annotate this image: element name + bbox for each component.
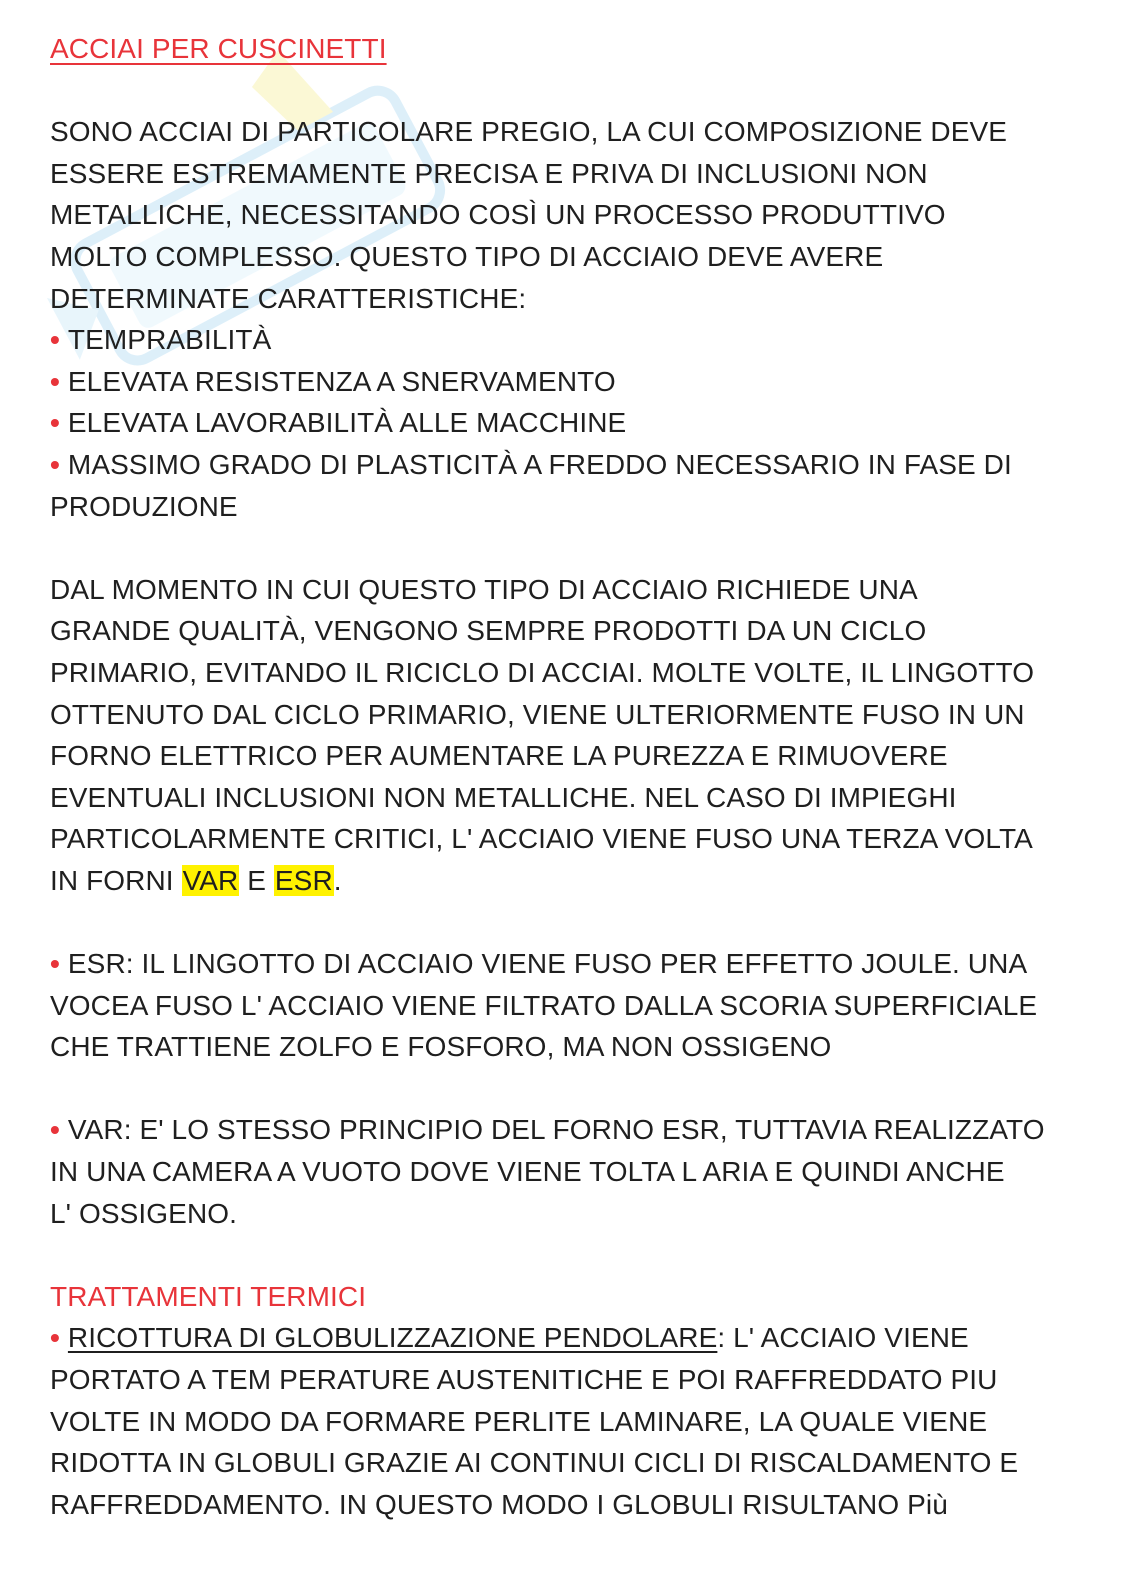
text-line: IN UNA CAMERA A VUOTO DOVE VIENE TOLTA L ARIA E QUINDI ANCHE xyxy=(50,1156,1005,1188)
text-fragment: E xyxy=(239,864,274,896)
text-line: CHE TRATTIENE ZOLFO E FOSFORO, MA NON OSSIGENO xyxy=(50,1031,832,1063)
spacer xyxy=(50,901,1090,943)
text-line: PORTATO A TEM PERATURE AUSTENITICHE E POI RAFFREDDATO PIU xyxy=(50,1364,998,1395)
text-line: SONO ACCIAI DI PARTICOLARE PREGIO, LA CUI COMPOSIZIONE DEVE xyxy=(50,116,1008,148)
text-line xyxy=(50,860,1090,902)
highlighted-var: VAR xyxy=(182,864,239,896)
esr-paragraph xyxy=(50,943,1090,1068)
text-line: DETERMINATE CARATTERISTICHE: xyxy=(50,282,527,314)
list-item-continuation: PRODUZIONE xyxy=(50,490,238,522)
list-item xyxy=(50,319,1090,361)
list-item-text: MASSIMO GRADO DI PLASTICITÀ A FREDDO NECESSARIO IN FASE DI xyxy=(67,448,1012,480)
text-line: PARTICOLARMENTE CRITICI, L' ACCIAIO VIENE FUSO UNA TERZA VOLTA xyxy=(50,823,1033,855)
text-line: MOLTO COMPLESSO. QUESTO TIPO DI ACCIAIO DEVE AVERE xyxy=(50,240,884,272)
list-item-text: ELEVATA LAVORABILITÀ ALLE MACCHINE xyxy=(67,407,627,439)
list-item xyxy=(50,361,1090,403)
production-paragraph xyxy=(50,569,1090,902)
characteristics-list xyxy=(50,319,1090,527)
bullet-icon: • xyxy=(50,1322,60,1354)
text-line xyxy=(50,1317,1090,1359)
spacer xyxy=(50,1068,1090,1110)
bullet-icon: • xyxy=(50,365,60,397)
text-line xyxy=(50,1109,1090,1151)
list-item-text: TEMPRABILITÀ xyxy=(67,324,272,356)
text-line: FORNO ELETTRICO PER AUMENTARE LA PUREZZA E RIMUOVERE xyxy=(50,740,948,772)
bullet-icon: • xyxy=(50,407,60,439)
text-fragment: IN FORNI xyxy=(50,864,182,896)
text-line: L' OSSIGENO. xyxy=(50,1197,238,1229)
text-line: VOCEA FUSO L' ACCIAIO VIENE FILTRATO DALLA SCORIA SUPERFICIALE xyxy=(50,989,1038,1021)
section-title-heat-treatments: TRATTAMENTI TERMICI xyxy=(50,1280,367,1312)
text-line: PRIMARIO, EVITANDO IL RICICLO DI ACCIAI. MOLTE VOLTE, IL LINGOTTO xyxy=(50,656,1035,688)
list-item xyxy=(50,402,1090,444)
spacer xyxy=(50,527,1090,569)
spacer xyxy=(50,70,1090,112)
list-item xyxy=(50,444,1090,486)
document-page xyxy=(50,28,1090,1525)
bullet-icon: • xyxy=(50,324,60,356)
var-paragraph xyxy=(50,1109,1090,1234)
highlighted-esr: ESR xyxy=(274,864,333,896)
text-line: VOLTE IN MODO DA FORMARE PERLITE LAMINARE, LA QUALE VIENE xyxy=(50,1405,988,1437)
text-line xyxy=(50,943,1090,985)
text-line: RIDOTTA IN GLOBULI GRAZIE AI CONTINUI CICLI DI RISCALDAMENTO E xyxy=(50,1447,1019,1479)
treatment-title: RICOTTURA DI GLOBULIZZAZIONE PENDOLARE xyxy=(67,1322,718,1354)
intro-paragraph xyxy=(50,111,1090,319)
text-line: DAL MOMENTO IN CUI QUESTO TIPO DI ACCIAIO RICHIEDE UNA xyxy=(50,573,918,605)
bullet-icon: • xyxy=(50,448,60,480)
text-fragment: VAR: E' LO STESSO PRINCIPIO DEL FORNO ESR, TUTTAVIA REALIZZATO xyxy=(67,1114,1045,1146)
text-line: METALLICHE, NECESSITANDO COSÌ UN PROCESSO PRODUTTIVO xyxy=(50,199,946,231)
bullet-icon: • xyxy=(50,948,60,980)
text-fragment: . xyxy=(333,864,342,896)
text-fragment: ESR: IL LINGOTTO DI ACCIAIO VIENE FUSO PER EFFETTO JOULE. UNA xyxy=(67,948,1028,980)
text-line: OTTENUTO DAL CICLO PRIMARIO, VIENE ULTERIORMENTE FUSO IN UN xyxy=(50,698,1025,730)
text-line: ESSERE ESTREMAMENTE PRECISA E PRIVA DI INCLUSIONI NON xyxy=(50,157,928,189)
section-title-bearing-steels: ACCIAI PER CUSCINETTI xyxy=(50,33,387,64)
text-fragment: : L' ACCIAIO VIENE xyxy=(717,1322,969,1354)
text-line: GRANDE QUALITÀ, VENGONO SEMPRE PRODOTTI DA UN CICLO xyxy=(50,615,927,647)
text-line: EVENTUALI INCLUSIONI NON METALLICHE. NEL CASO DI IMPIEGHI xyxy=(50,781,957,813)
text-line: RAFFREDDAMENTO. IN QUESTO MODO I GLOBULI RISULTANO Più xyxy=(50,1488,948,1520)
heat-treatment-paragraph xyxy=(50,1317,1090,1525)
list-item-text: ELEVATA RESISTENZA A SNERVAMENTO xyxy=(67,365,616,397)
bullet-icon: • xyxy=(50,1114,60,1146)
spacer xyxy=(50,1234,1090,1276)
